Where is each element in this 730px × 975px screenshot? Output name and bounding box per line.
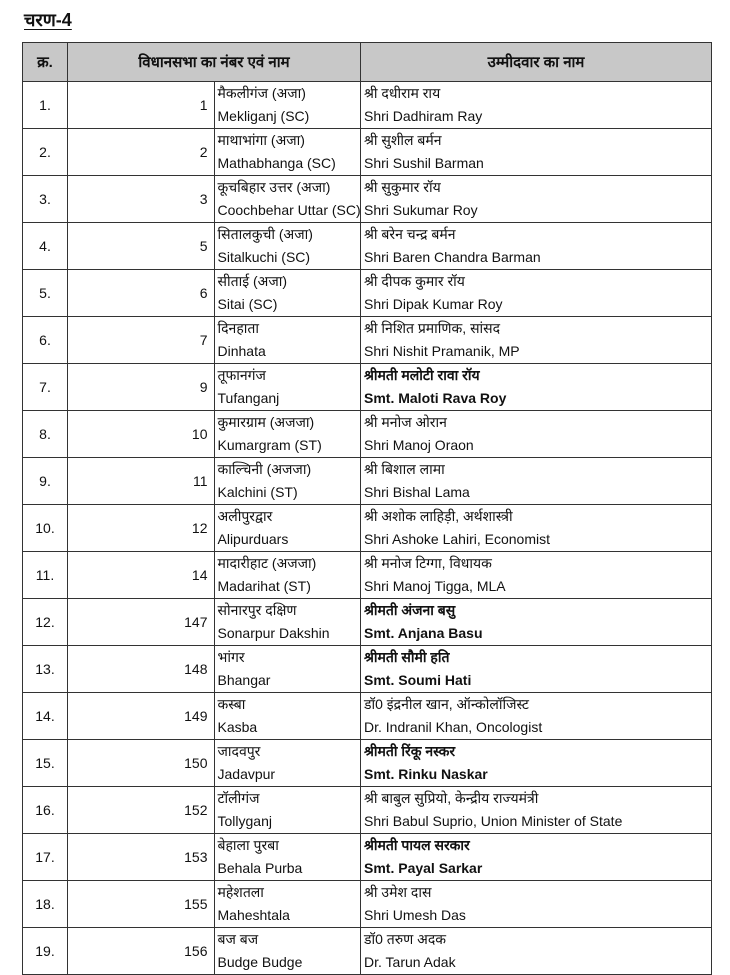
candidate-name: [361, 646, 712, 693]
candidate-name-english: Shri Nishit Pramanik, MP: [364, 343, 520, 359]
constituency-name: [214, 646, 361, 693]
constituency-name-hindi: महेशतला: [217, 884, 264, 900]
constituency-number: 150: [68, 740, 215, 787]
constituency-name-english: Coochbehar Uttar (SC): [217, 202, 361, 218]
candidate-name-english: Shri Dadhiram Ray: [364, 108, 483, 124]
constituency-name-hindi: कुमारग्राम (अजजा): [217, 414, 315, 430]
serial-number: 17.: [23, 834, 68, 881]
serial-number: 13.: [23, 646, 68, 693]
candidate-name-hindi: श्रीमती अंजना बसु: [364, 602, 456, 618]
serial-number: 18.: [23, 881, 68, 928]
constituency-name-hindi: दिनहाता: [217, 320, 259, 336]
constituency-name-hindi: सीताई (अजा): [217, 273, 287, 289]
candidate-name: [361, 787, 712, 834]
table-row: [23, 928, 712, 975]
constituency-name-hindi: कूचबिहार उत्तर (अजा): [217, 179, 331, 195]
serial-number: 10.: [23, 505, 68, 552]
constituency-name-hindi: कस्बा: [217, 696, 246, 712]
table-row: [23, 82, 712, 129]
candidate-name-english: Shri Manoj Oraon: [364, 437, 474, 453]
constituency-number: 153: [68, 834, 215, 881]
candidate-name-english: Smt. Rinku Naskar: [364, 766, 488, 782]
table-row: [23, 270, 712, 317]
candidate-name-hindi: श्रीमती रिंकू नस्कर: [364, 743, 456, 759]
constituency-name-english: Mekliganj (SC): [217, 108, 310, 124]
serial-number: 8.: [23, 411, 68, 458]
serial-number: 2.: [23, 129, 68, 176]
candidate-name-english: Shri Sushil Barman: [364, 155, 484, 171]
constituency-name: [214, 223, 361, 270]
constituency-number: 152: [68, 787, 215, 834]
candidate-name: [361, 364, 712, 411]
constituency-number: 149: [68, 693, 215, 740]
candidate-name: [361, 693, 712, 740]
constituency-name: [214, 599, 361, 646]
candidate-name-english: Shri Umesh Das: [364, 907, 466, 923]
constituency-name: [214, 787, 361, 834]
constituency-name-hindi: मैकलीगंज (अजा): [217, 85, 306, 101]
table-row: [23, 176, 712, 223]
constituency-name-english: Kumargram (ST): [217, 437, 322, 453]
table-row: [23, 693, 712, 740]
constituency-name-hindi: बेहाला पुरबा: [217, 837, 279, 853]
constituency-number: 10: [68, 411, 215, 458]
constituency-name: [214, 176, 361, 223]
constituency-name-hindi: माथाभांगा (अजा): [217, 132, 305, 148]
candidate-name: [361, 82, 712, 129]
candidate-name: [361, 411, 712, 458]
table-row: [23, 787, 712, 834]
table-row: [23, 364, 712, 411]
constituency-number: 156: [68, 928, 215, 975]
constituency-name-hindi: सितालकुची (अजा): [217, 226, 313, 242]
constituency-number: 1: [68, 82, 215, 129]
table-header-row: [23, 43, 712, 82]
constituency-name-hindi: भांगर: [217, 649, 245, 665]
constituency-name-english: Bhangar: [217, 672, 271, 688]
candidate-name-english: Smt. Maloti Rava Roy: [364, 390, 507, 406]
constituency-number: 11: [68, 458, 215, 505]
constituency-name: [214, 129, 361, 176]
candidate-name: [361, 834, 712, 881]
constituency-name-hindi: जादवपुर: [217, 743, 261, 759]
constituency-number: 6: [68, 270, 215, 317]
column-header-sr: क्र.: [23, 43, 68, 82]
candidate-name-hindi: श्री अशोक लाहिड़ी, अर्थशास्त्री: [364, 508, 513, 524]
constituency-name: [214, 411, 361, 458]
candidate-name-english: Shri Dipak Kumar Roy: [364, 296, 503, 312]
constituency-name-english: Behala Purba: [217, 860, 303, 876]
table-row: [23, 599, 712, 646]
constituency-name-english: Kasba: [217, 719, 258, 735]
constituency-name-hindi: मादारीहाट (अजजा): [217, 555, 317, 571]
constituency-name: [214, 317, 361, 364]
candidate-name-hindi: श्रीमती मलोटी रावा रॉय: [364, 367, 480, 383]
candidate-name-english: Shri Baren Chandra Barman: [364, 249, 541, 265]
constituency-number: 155: [68, 881, 215, 928]
candidate-name: [361, 270, 712, 317]
serial-number: 15.: [23, 740, 68, 787]
table-row: [23, 458, 712, 505]
table-row: [23, 881, 712, 928]
candidate-name-hindi: डॉ0 तरुण अदक: [364, 931, 447, 947]
candidate-name-hindi: श्री मनोज ओरान: [364, 414, 447, 430]
serial-number: 7.: [23, 364, 68, 411]
serial-number: 6.: [23, 317, 68, 364]
candidate-name-hindi: श्री निशित प्रमाणिक, सांसद: [364, 320, 501, 336]
constituency-name-english: Mathabhanga (SC): [217, 155, 336, 171]
constituency-number: 3: [68, 176, 215, 223]
constituency-name: [214, 693, 361, 740]
constituency-name: [214, 270, 361, 317]
column-header-constituency: विधानसभा का नंबर एवं नाम: [68, 43, 361, 82]
candidate-name: [361, 599, 712, 646]
serial-number: 3.: [23, 176, 68, 223]
constituency-name: [214, 552, 361, 599]
serial-number: 9.: [23, 458, 68, 505]
table-row: [23, 505, 712, 552]
serial-number: 4.: [23, 223, 68, 270]
candidate-name: [361, 740, 712, 787]
candidate-name-english: Shri Babul Suprio, Union Minister of State: [364, 813, 623, 829]
candidate-name-hindi: श्री बरेन चन्द्र बर्मन: [364, 226, 456, 242]
candidate-name: [361, 458, 712, 505]
candidate-name: [361, 552, 712, 599]
serial-number: 5.: [23, 270, 68, 317]
constituency-name-hindi: सोनारपुर दक्षिण: [217, 602, 297, 618]
table-row: [23, 317, 712, 364]
serial-number: 1.: [23, 82, 68, 129]
constituency-name-english: Dinhata: [217, 343, 266, 359]
constituency-number: 147: [68, 599, 215, 646]
candidate-name-english: Smt. Anjana Basu: [364, 625, 483, 641]
candidate-name: [361, 505, 712, 552]
constituency-number: 9: [68, 364, 215, 411]
constituency-name: [214, 740, 361, 787]
constituency-name: [214, 928, 361, 975]
candidate-name-hindi: श्री सुशील बर्मन: [364, 132, 442, 148]
constituency-name-english: Budge Budge: [217, 954, 303, 970]
constituency-name-english: Maheshtala: [217, 907, 290, 923]
constituency-name-hindi: काल्चिनी (अजजा): [217, 461, 312, 477]
candidate-name-hindi: श्री दीपक कुमार रॉय: [364, 273, 465, 289]
table-row: [23, 552, 712, 599]
candidate-name-hindi: श्रीमती पायल सरकार: [364, 837, 470, 853]
constituency-name-english: Sonarpur Dakshin: [217, 625, 330, 641]
constituency-name: [214, 881, 361, 928]
table-row: [23, 223, 712, 270]
table-body: [23, 82, 712, 975]
constituency-name-english: Tollyganj: [217, 813, 272, 829]
candidate-name-english: Smt. Soumi Hati: [364, 672, 472, 688]
constituency-number: 12: [68, 505, 215, 552]
candidate-name-hindi: डॉ0 इंद्रनील खान, ऑन्कोलॉजिस्ट: [364, 696, 529, 712]
constituency-number: 148: [68, 646, 215, 693]
constituency-name: [214, 834, 361, 881]
candidate-name: [361, 317, 712, 364]
table-row: [23, 740, 712, 787]
page-heading: चरण-4: [24, 10, 72, 30]
column-header-candidate: उम्मीदवार का नाम: [361, 43, 712, 82]
constituency-name-english: Tufanganj: [217, 390, 280, 406]
serial-number: 19.: [23, 928, 68, 975]
constituency-name-hindi: टॉलीगंज: [217, 790, 260, 806]
constituency-name: [214, 505, 361, 552]
candidate-name: [361, 129, 712, 176]
candidate-name: [361, 176, 712, 223]
candidate-name-hindi: श्री सुकुमार रॉय: [364, 179, 441, 195]
serial-number: 12.: [23, 599, 68, 646]
constituency-name-hindi: तूफानगंज: [217, 367, 266, 383]
candidate-name-english: Shri Sukumar Roy: [364, 202, 478, 218]
constituency-name-english: Kalchini (ST): [217, 484, 298, 500]
candidate-name-english: Shri Bishal Lama: [364, 484, 470, 500]
candidate-name-hindi: श्री मनोज टिग्गा, विधायक: [364, 555, 492, 571]
serial-number: 11.: [23, 552, 68, 599]
candidate-name: [361, 928, 712, 975]
candidate-name-hindi: श्री उमेश दास: [364, 884, 432, 900]
table-row: [23, 646, 712, 693]
constituency-name: [214, 364, 361, 411]
constituency-number: 5: [68, 223, 215, 270]
serial-number: 16.: [23, 787, 68, 834]
constituency-name-english: Alipurduars: [217, 531, 289, 547]
constituency-name: [214, 458, 361, 505]
constituency-name-hindi: बज बज: [217, 931, 259, 947]
constituency-name-hindi: अलीपुरद्वार: [217, 508, 273, 524]
table-row: [23, 129, 712, 176]
constituency-name: [214, 82, 361, 129]
constituency-name-english: Madarihat (ST): [217, 578, 311, 594]
candidate-name-english: Shri Manoj Tigga, MLA: [364, 578, 506, 594]
candidate-table: [22, 42, 712, 975]
candidate-name-hindi: श्रीमती सौमी हति: [364, 649, 450, 665]
constituency-number: 7: [68, 317, 215, 364]
serial-number: 14.: [23, 693, 68, 740]
candidate-name-english: Dr. Indranil Khan, Oncologist: [364, 719, 543, 735]
constituency-number: 14: [68, 552, 215, 599]
candidate-name-hindi: श्री बिशाल लामा: [364, 461, 445, 477]
candidate-name-english: Shri Ashoke Lahiri, Economist: [364, 531, 550, 547]
constituency-number: 2: [68, 129, 215, 176]
table-row: [23, 411, 712, 458]
candidate-name: [361, 881, 712, 928]
candidate-name: [361, 223, 712, 270]
candidate-name-english: Dr. Tarun Adak: [364, 954, 456, 970]
candidate-name-hindi: श्री बाबुल सुप्रियो, केन्द्रीय राज्यमंत्री: [364, 790, 539, 806]
candidate-name-hindi: श्री दधीराम राय: [364, 85, 441, 101]
table-row: [23, 834, 712, 881]
constituency-name-english: Jadavpur: [217, 766, 276, 782]
candidate-name-english: Smt. Payal Sarkar: [364, 860, 483, 876]
constituency-name-english: Sitalkuchi (SC): [217, 249, 311, 265]
constituency-name-english: Sitai (SC): [217, 296, 278, 312]
